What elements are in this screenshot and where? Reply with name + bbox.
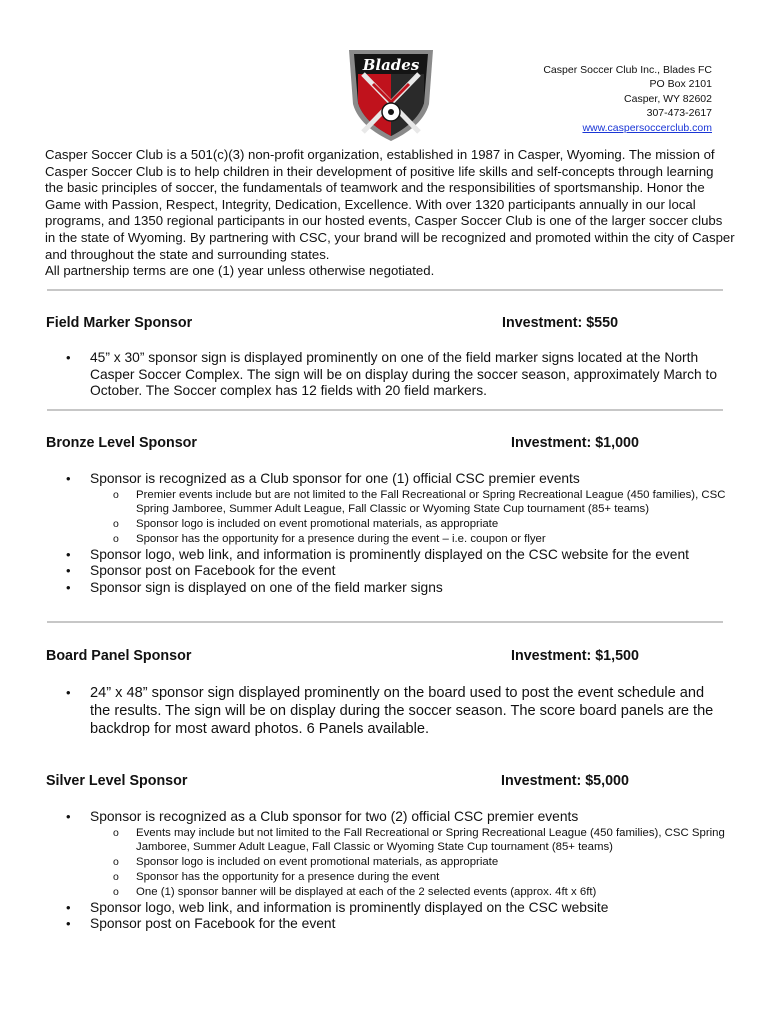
- divider: [47, 409, 723, 411]
- sub-list-item: o One (1) sponsor banner will be displayed at each of the 2 selected events (approx. 4ft x 6ft): [90, 885, 726, 900]
- intro-section: [45, 147, 735, 280]
- sub-list-item: o Sponsor logo is included on event promotional materials, as appropriate: [90, 517, 726, 532]
- intro-paragraph: Casper Soccer Club is a 501(c)(3) non-profit organization, established in 1987 in Casper, Wyoming. The mission of Casper Soccer Club is to help children in their development of positive life skills and self-concepts through learning the basic principles of soccer, the fundamentals of teamwork and the responsibilities of sportsmanship. Honor the Game with Passion, Respect, Integrity, Dedication, Excellence. With over 1320 participants annually in our local programs, and 1350 regional participants in our hosted events, Casper Soccer Club is one of the larger soccer clubs in the state of Wyoming. By partnering with CSC, your brand will be recognized and promoted within the city of Casper and throughout the state and surrounding states.: [45, 147, 735, 262]
- board-panel-list: [66, 684, 726, 738]
- sub-list-item: o Sponsor logo is included on event promotional materials, as appropriate: [90, 855, 726, 870]
- city-state: Casper, WY 82602: [624, 92, 712, 105]
- divider: [47, 289, 723, 291]
- board-panel-title: Board Panel Sponsor: [46, 648, 192, 664]
- po-box: PO Box 2101: [649, 78, 712, 91]
- field-marker-title: Field Marker Sponsor: [46, 315, 193, 331]
- address-block: [543, 63, 712, 135]
- list-item: • Sponsor logo, web link, and information is prominently displayed on the CSC website: [66, 900, 726, 917]
- board-panel-investment: Investment: $1,500: [511, 648, 639, 664]
- logo-text: Blades: [362, 56, 420, 74]
- website-link[interactable]: www.caspersoccerclub.com: [582, 121, 712, 134]
- club-logo: [343, 44, 439, 144]
- sub-list-item: o Events may include but not limited to the Fall Recreational or Spring Recreational League (450 families), CSC Spring Jamboree, Summer Adult League, Fall Classic or Wyoming State Cup tournament (85+ teams): [90, 826, 726, 856]
- sub-list-item: o Premier events include but are not limited to the Fall Recreational or Spring Recreational League (450 families), CSC Spring Jamboree, Summer Adult League, Fall Classic or Wyoming State Cup tournament (85+ teams): [90, 488, 726, 518]
- list-item: • Sponsor is recognized as a Club sponsor for one (1) official CSC premier events o Premier events include but are not limited to the Fall Recreational or Spring Recreational League (450 families), CSC Spring Jamboree, Summer Adult League, Fall Classic or Wyoming State Cup tournament (85+ teams) o Sponsor logo is included on event promotional materials, as appropriate o Sponsor has the opportunity for a presence during the event – i.e. coupon or flyer: [66, 471, 726, 547]
- phone-number: 307-473-2617: [646, 107, 712, 120]
- org-name: Casper Soccer Club Inc., Blades FC: [543, 64, 712, 76]
- bronze-list: [66, 471, 726, 597]
- silver-title: Silver Level Sponsor: [46, 773, 188, 789]
- list-item: • 24” x 48” sponsor sign displayed prominently on the board used to post the event schedule and the results. The sign will be on display during the soccer season. The score board panels are the backdrop for most award photos. 6 Panels available.: [66, 684, 726, 738]
- silver-investment: Investment: $5,000: [501, 773, 629, 789]
- silver-list: [66, 809, 726, 933]
- list-item: • Sponsor logo, web link, and information is prominently displayed on the CSC website for the event: [66, 547, 726, 564]
- sub-list-item: o Sponsor has the opportunity for a presence during the event – i.e. coupon or flyer: [90, 532, 726, 547]
- list-item: • Sponsor sign is displayed on one of the field marker signs: [66, 580, 726, 597]
- field-marker-investment: Investment: $550: [502, 315, 619, 331]
- bronze-investment: Investment: $1,000: [511, 435, 639, 451]
- list-item: • Sponsor post on Facebook for the event: [66, 563, 726, 580]
- sub-list-item: o Sponsor has the opportunity for a presence during the event: [90, 870, 726, 885]
- bronze-sublist: [90, 488, 726, 547]
- list-item: • Sponsor is recognized as a Club sponsor for two (2) official CSC premier events o Events may include but not limited to the Fall Recreational or Spring Recreational League (450 families), CSC Spring Jamboree, Summer Adult League, Fall Classic or Wyoming State Cup tournament (85+ teams) o Sponsor logo is included on event promotional materials, as appropriate o Sponsor has the opportunity for a presence during the event o One (1) sponsor banner will be displayed at each of the 2 selected events (approx. 4ft x 6ft): [66, 809, 726, 900]
- blades-shield-icon: [343, 44, 439, 144]
- list-item: • 45” x 30” sponsor sign is displayed prominently on one of the field marker signs located at the North Casper Soccer Complex. The sign will be on display during the soccer season, approximately March to October. The Soccer complex has 12 fields with 20 field markers.: [66, 350, 726, 400]
- terms-note: All partnership terms are one (1) year unless otherwise negotiated.: [45, 263, 435, 279]
- field-marker-list: [66, 350, 726, 400]
- silver-sublist: [90, 826, 726, 900]
- list-item: • Sponsor post on Facebook for the event: [66, 916, 726, 933]
- divider: [47, 621, 723, 623]
- bronze-title: Bronze Level Sponsor: [46, 435, 197, 451]
